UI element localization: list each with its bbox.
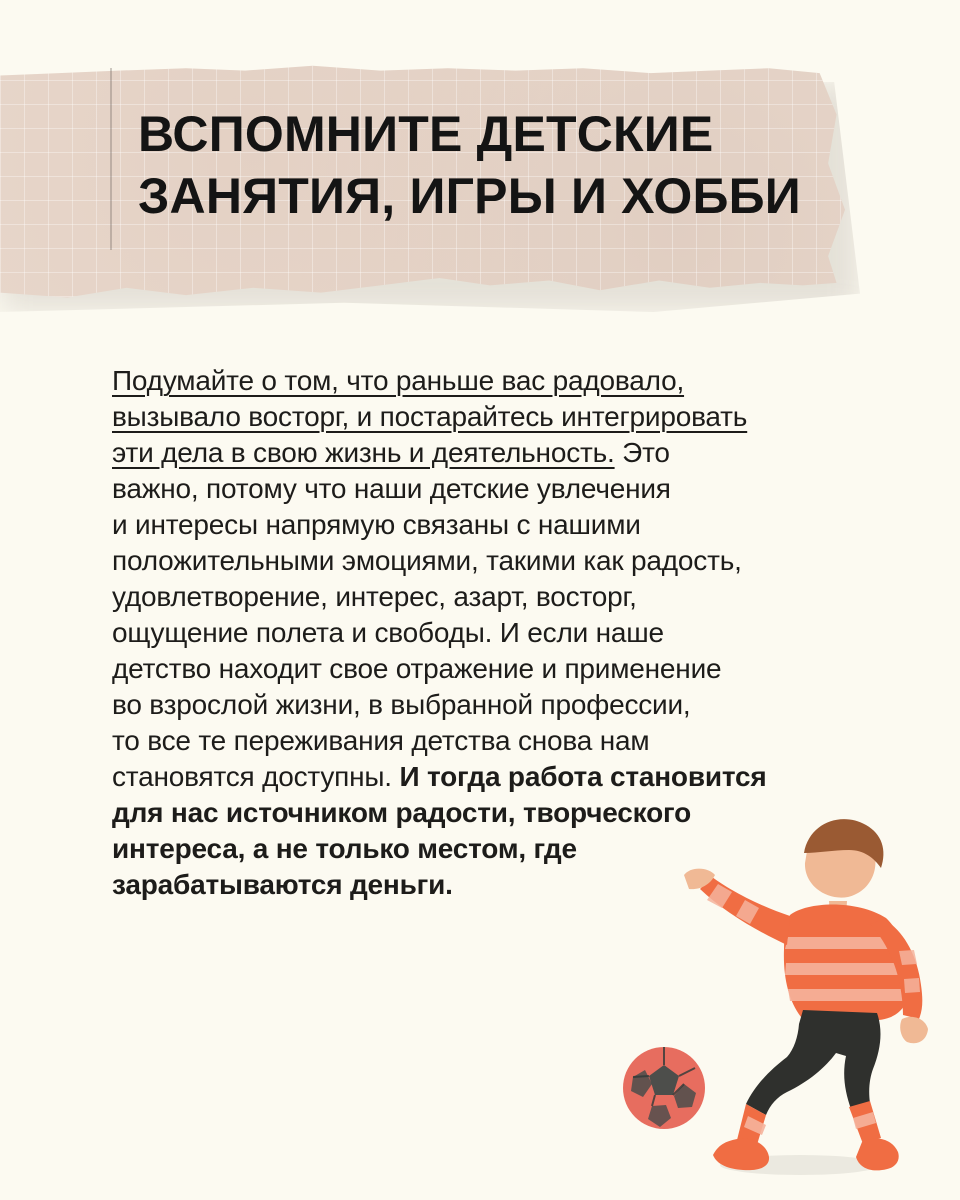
sweater-stripe <box>785 963 907 975</box>
sweater-body <box>784 904 910 1020</box>
body-line-8: ощущение полета и свободы. И если наше <box>112 617 664 648</box>
underlined-text: вызывало восторг, и постарайтесь интегрировать <box>112 401 748 432</box>
child-figure <box>684 819 928 1170</box>
pants <box>746 1010 880 1115</box>
body-line-14: интереса, а не только местом, где <box>112 833 577 864</box>
body-line-1 <box>112 363 872 399</box>
body-line-11: то все те переживания детства снова нам <box>112 725 650 756</box>
right-shoe <box>856 1139 899 1171</box>
underlined-text: эти дела в свою жизнь и деятельность. <box>112 437 615 468</box>
sleeve-stripe <box>904 978 920 993</box>
title-line-2: ЗАНЯТИЯ, ИГРЫ И ХОББИ <box>138 168 801 224</box>
body-line-4: важно, потому что наши детские увлечения <box>112 473 671 504</box>
sleeve-stripe <box>899 950 917 965</box>
underlined-text: Подумайте о том, что раньше вас радовало, <box>112 365 685 396</box>
body-line-6: положительными эмоциями, такими как радость, <box>112 545 742 576</box>
sweater-stripe <box>788 989 906 1001</box>
page-title <box>138 103 818 227</box>
body-line-13: для нас источником радости, творческого <box>112 797 691 828</box>
body-line-7: удовлетворение, интерес, азарт, восторг, <box>112 581 637 612</box>
bold-text: И тогда работа становится <box>399 761 767 792</box>
body-line-5: и интересы напрямую связаны с нашими <box>112 509 641 540</box>
regular-text: становятся доступны. <box>112 761 400 792</box>
illustration-svg <box>600 805 950 1195</box>
right-hand <box>900 1017 928 1043</box>
child-kicking-ball-illustration <box>600 805 950 1195</box>
soccer-ball <box>623 1047 705 1129</box>
title-line-1: ВСПОМНИТЕ ДЕТСКИЕ <box>138 106 714 162</box>
body-line-12 <box>112 759 872 795</box>
body-line-3 <box>112 435 872 471</box>
regular-text: Это <box>614 437 670 468</box>
body-line-2 <box>112 399 872 435</box>
body-line-9: детство находит свое отражение и применение <box>112 653 722 684</box>
body-line-15: зарабатываются деньги. <box>112 869 453 900</box>
paper-margin-line <box>110 68 112 250</box>
body-line-10: во взрослой жизни, в выбранной профессии, <box>112 689 691 720</box>
